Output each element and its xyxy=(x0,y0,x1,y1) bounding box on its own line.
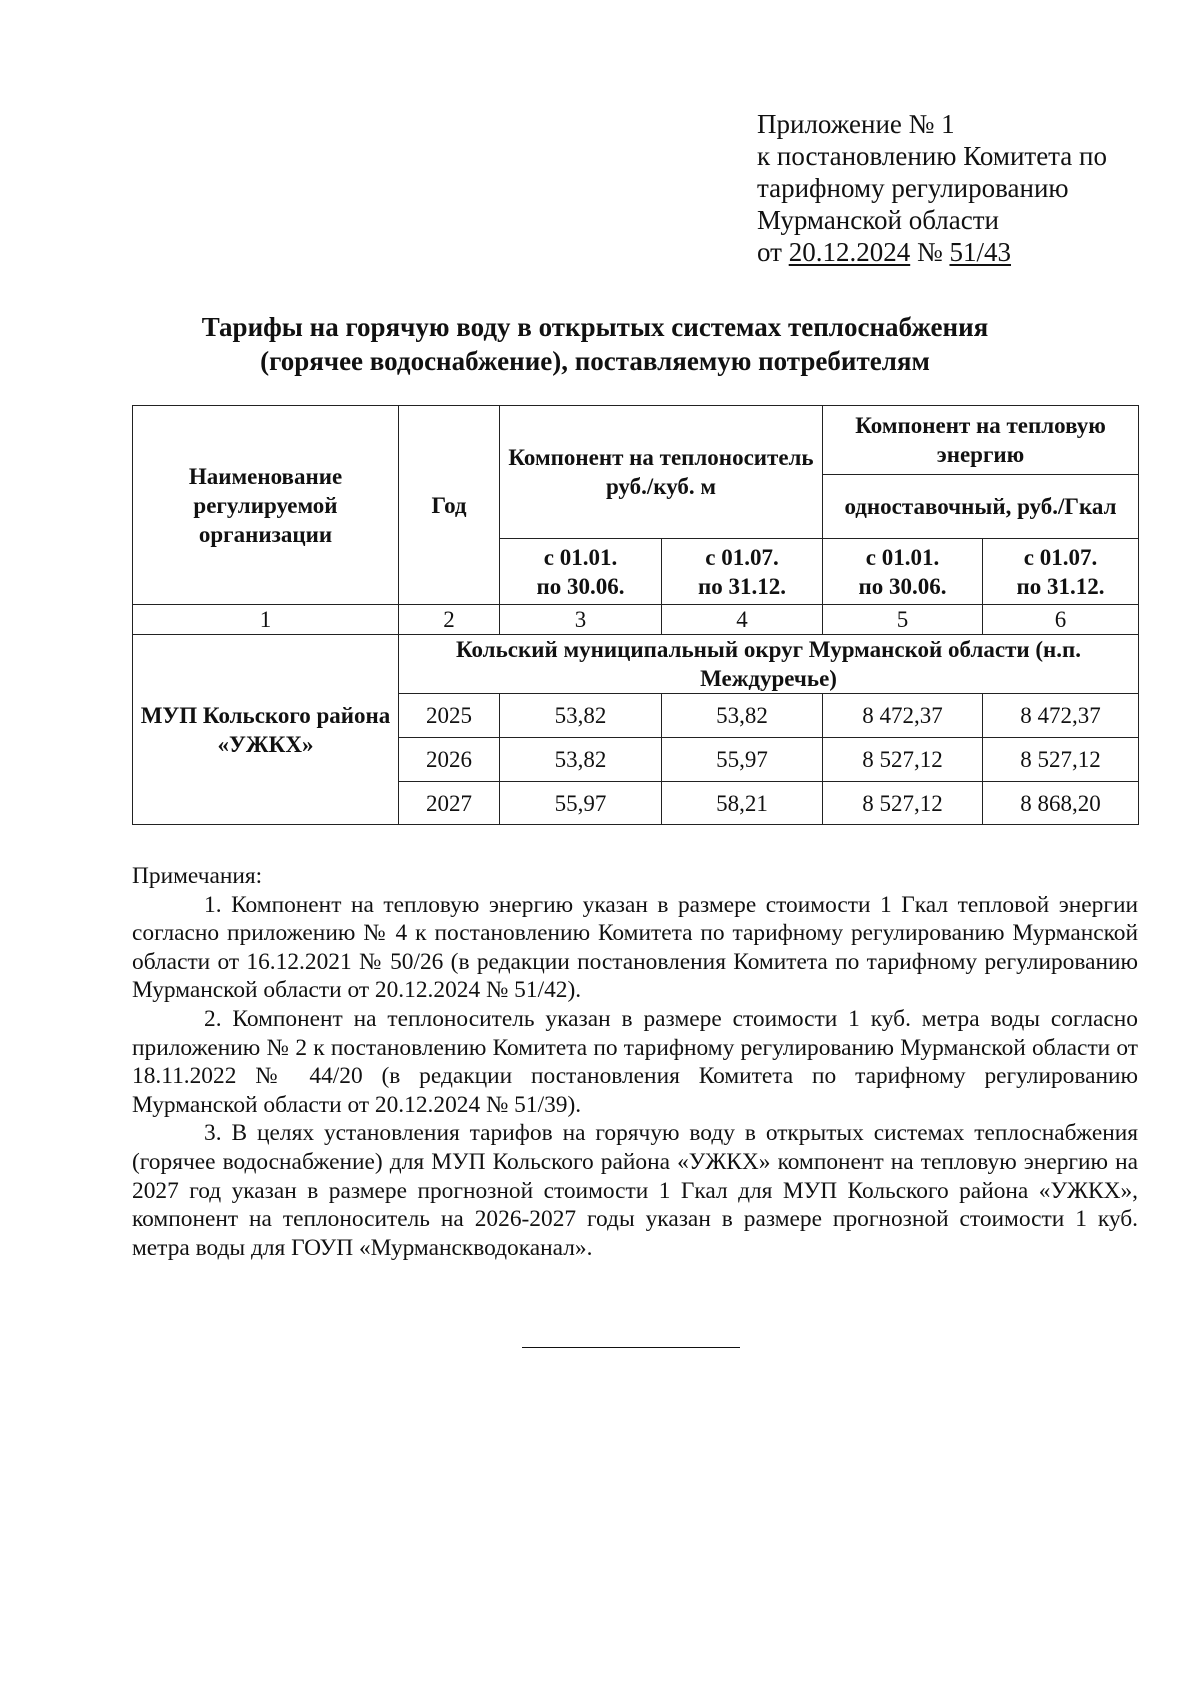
appendix-date-prefix: от xyxy=(757,237,782,267)
year-cell: 2026 xyxy=(399,738,500,782)
appendix-date-line xyxy=(757,236,1107,268)
column-number: 1 xyxy=(133,605,399,635)
carrier-h1-cell: 53,82 xyxy=(500,738,662,782)
column-number-row xyxy=(133,605,1139,635)
column-number: 5 xyxy=(823,605,983,635)
header-year: Год xyxy=(399,406,500,605)
heat-h1-cell: 8 527,12 xyxy=(823,782,983,825)
appendix-line-1: Приложение № 1 xyxy=(757,109,955,139)
header-organization: Наименование регулируемой организации xyxy=(133,406,399,605)
column-number: 3 xyxy=(500,605,662,635)
carrier-h2-cell: 53,82 xyxy=(662,694,823,738)
column-number: 4 xyxy=(662,605,823,635)
title-line-2: (горячее водоснабжение), поставляемую потребителям xyxy=(260,346,930,376)
note-item: 2. Компонент на теплоноситель указан в размере стоимости 1 куб. метра воды согласно приложению № 2 к постановлению Комитета по тарифному регулированию Мурманской области от 18.11.2022 № 44/20 (в редакции постановления Комитета по тарифному регулированию Мурманской области от 20.12.2024 № 51/39). xyxy=(132,1005,1138,1118)
period-to: по 30.06. xyxy=(858,573,947,599)
period-from: с 01.01. xyxy=(543,544,618,570)
header-carrier-period-1 xyxy=(500,539,662,605)
carrier-h2-cell: 58,21 xyxy=(662,782,823,825)
header-heat-period-1 xyxy=(823,539,983,605)
heat-h2-cell: 8 527,12 xyxy=(983,738,1139,782)
period-from: с 01.07. xyxy=(1023,544,1098,570)
closing-divider xyxy=(522,1347,740,1348)
table-header-row xyxy=(133,406,1139,475)
district-name: Кольский муниципальный округ Мурманской области (н.п. Междуречье) xyxy=(399,635,1139,694)
heat-h1-cell: 8 527,12 xyxy=(823,738,983,782)
appendix-number-prefix: № xyxy=(916,237,943,267)
title-line-1: Тарифы на горячую воду в открытых системах теплоснабжения xyxy=(201,312,989,342)
column-number: 6 xyxy=(983,605,1139,635)
carrier-h2-cell: 55,97 xyxy=(662,738,823,782)
period-to: по 31.12. xyxy=(697,573,786,599)
heat-h1-cell: 8 472,37 xyxy=(823,694,983,738)
organization-name: МУП Кольского района «УЖКХ» xyxy=(133,635,399,825)
period-to: по 30.06. xyxy=(536,573,625,599)
year-cell: 2027 xyxy=(399,782,500,825)
appendix-line-2: к постановлению Комитета по xyxy=(757,141,1107,171)
header-carrier-component: Компонент на теплоноситель руб./куб. м xyxy=(500,406,823,539)
appendix-number: 51/43 xyxy=(949,237,1011,267)
heat-h2-cell: 8 868,20 xyxy=(983,782,1139,825)
carrier-h1-cell: 53,82 xyxy=(500,694,662,738)
period-from: с 01.07. xyxy=(705,544,779,570)
appendix-block xyxy=(757,108,1107,268)
note-item: 3. В целях установления тарифов на горячую воду в открытых системах теплоснабжения (горячее водоснабжение) для МУП Кольского района «УЖКХ» компонент на тепловую энергию на 2027 год указан в размере прогнозной стоимости 1 Гкал для МУП Кольского района «УЖКХ», компонент на теплоноситель на 2026-2027 годы указан в размере прогнозной стоимости 1 куб. метра воды для ГОУП «Мурманскводоканал». xyxy=(132,1120,1138,1261)
tariff-table xyxy=(132,405,1139,825)
column-number: 2 xyxy=(399,605,500,635)
period-from: с 01.01. xyxy=(865,544,940,570)
heat-h2-cell: 8 472,37 xyxy=(983,694,1139,738)
header-heat-component: Компонент на тепловую энергию xyxy=(823,406,1139,475)
notes-heading: Примечания: xyxy=(132,863,263,889)
notes-section xyxy=(132,862,1138,1262)
document-title xyxy=(130,310,1060,378)
appendix-line-4: Мурманской области xyxy=(757,205,999,235)
carrier-h1-cell: 55,97 xyxy=(500,782,662,825)
note-item: 1. Компонент на тепловую энергию указан в размере стоимости 1 Гкал тепловой энергии согласно приложению № 4 к постановлению Комитета по тарифному регулированию Мурманской области от 16.12.2021 № 50/26 (в редакции постановления Комитета по тарифному регулированию Мурманской области от 20.12.2024 № 51/42). xyxy=(132,891,1138,1004)
year-cell: 2025 xyxy=(399,694,500,738)
period-to: по 31.12. xyxy=(1016,573,1105,599)
header-heat-rate-type: одноставочный, руб./Гкал xyxy=(823,475,1139,539)
district-row xyxy=(133,635,1139,694)
appendix-date: 20.12.2024 xyxy=(788,237,911,267)
appendix-line-3: тарифному регулированию xyxy=(757,173,1069,203)
header-carrier-period-2 xyxy=(662,539,823,605)
header-heat-period-2 xyxy=(983,539,1139,605)
